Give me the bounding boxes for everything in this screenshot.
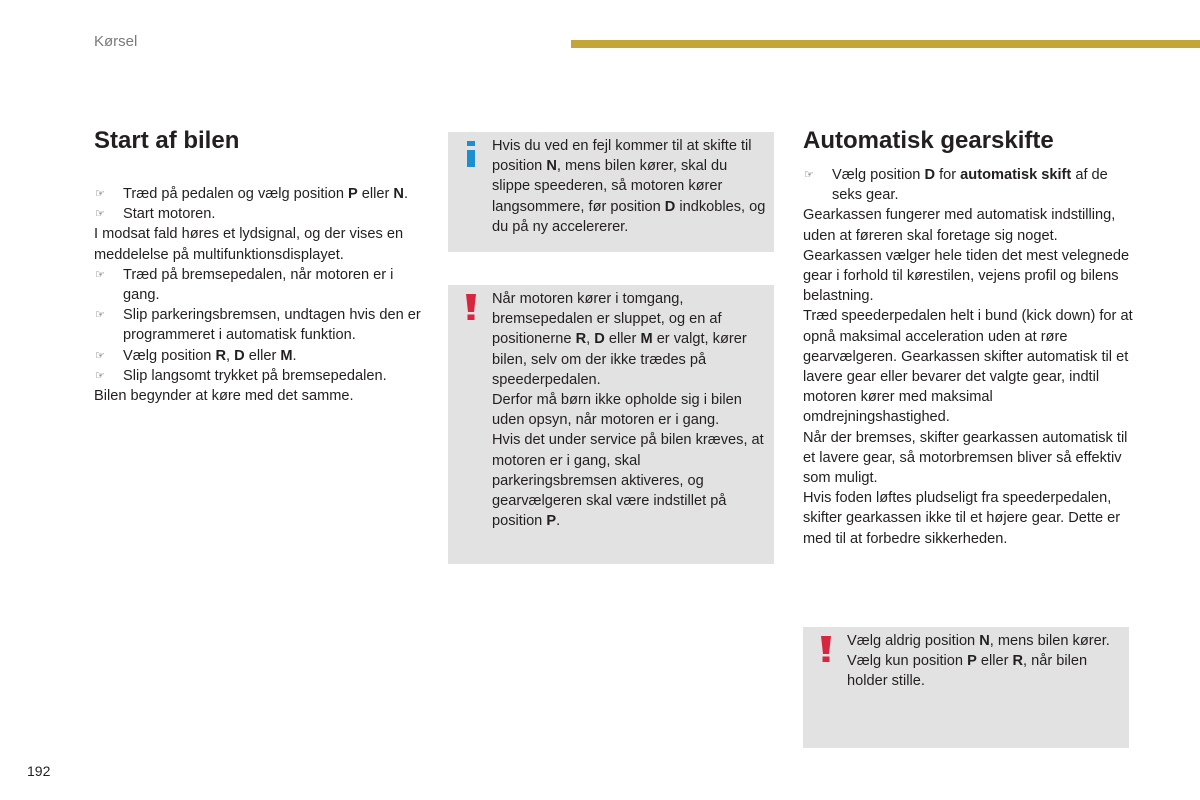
section-label: Kørsel (94, 33, 138, 50)
bullet-item: ☞ Slip parkeringsbremsen, undtagen hvis den er programmeret i automatisk funktion. (95, 307, 421, 344)
pointing-hand-icon: ☞ (804, 169, 814, 181)
bullet-item: ☞ Træd på pedalen og vælg position P eller N. (94, 184, 428, 204)
info-icon (461, 141, 481, 167)
pointing-hand-icon: ☞ (95, 268, 105, 281)
warning-exclamation-icon (816, 636, 836, 662)
bullet-item: ☞ Træd på bremsepedalen, når motoren er i gang. (95, 266, 394, 304)
paragraph: Derfor må børn ikke opholde sig i bilen uden opsyn, når motoren er i gang. (492, 392, 742, 429)
paragraph: Hvis foden løftes pludseligt fra speederpedalen, skifter gearkassen ikke til et højere gear. Dette er med til at forbedre sikkerheden. (803, 490, 1121, 547)
paragraph: Gearkassen fungerer med automatisk indstilling, uden at føreren skal foretage sig noget. Gearkassen vælger hele tiden det mest velegnede gear i forhold til kørestilen, vejens profil og bilens belastning. (803, 207, 1130, 305)
warning-text (847, 631, 1117, 692)
bullet-item: ☞ Vælg position D for automatisk skift af de seks gear. (804, 167, 1108, 204)
paragraph: I modsat fald høres et lydsignal, og der vises en meddelelse på multifunktionsdisplayet. (94, 226, 404, 263)
section-title-start: Start af bilen (94, 127, 240, 154)
pointing-hand-icon: ☞ (95, 369, 105, 382)
paragraph: Bilen begynder at køre med det samme. (94, 388, 354, 405)
paragraph: Træd speederpedalen helt i bund (kick down) for at opnå maksimal acceleration uden at røre gearvælgeren. Gearkassen skifter automatisk til et lavere gear eller bevarer det valgte gear, indtil motoren kører med maksimal omdrejningshastighed. (803, 308, 1133, 426)
paragraph: Når motoren kører i tomgang, bremsepedalen er sluppet, og en af positionerne R, D eller M er valgt, kører bilen, selv om der ikke trædes på speederpedalen. (492, 291, 747, 388)
automatic-gear-text (803, 165, 1133, 549)
paragraph: Når der bremses, skifter gearkassen automatisk til et lavere gear, så motorbremsen bliver så effektiv som muligt. (803, 429, 1128, 487)
pointing-hand-icon: ☞ (95, 349, 105, 362)
page-number: 192 (27, 763, 51, 779)
info-text (492, 136, 766, 237)
paragraph: Vælg kun position P eller R, når bilen holder stille. (847, 653, 1088, 690)
header-accent-bar (571, 40, 1200, 48)
info-box (448, 132, 774, 252)
paragraph: Vælg aldrig position N, mens bilen kører. (847, 633, 1110, 649)
start-instructions (94, 184, 428, 406)
pointing-hand-icon: ☞ (95, 208, 105, 221)
pointing-hand-icon: ☞ (95, 188, 105, 200)
paragraph: Hvis det under service på bilen kræves, at motoren er i gang, skal parkeringsbremsen aktiveres, og gearvælgeren skal være indstillet på position P. (492, 432, 764, 530)
warning-box-gear (803, 627, 1129, 748)
section-title-automatic: Automatisk gearskifte (803, 127, 1054, 154)
pointing-hand-icon: ☞ (95, 309, 105, 322)
paragraph: Hvis du ved en fejl kommer til at skifte til position N, mens bilen kører, skal du slippe speederen, så motoren kører langsommere, før position D indkobles, og du på ny accelererer. (492, 138, 766, 235)
bullet-item: ☞ Slip langsomt trykket på bremsepedalen. (94, 366, 428, 386)
warning-text (492, 289, 766, 531)
warning-exclamation-icon (461, 294, 481, 320)
bullet-item: ☞ Vælg position R, D eller M. (94, 346, 428, 366)
warning-box-idle (448, 285, 774, 564)
bullet-item: ☞ Start motoren. (94, 204, 428, 224)
